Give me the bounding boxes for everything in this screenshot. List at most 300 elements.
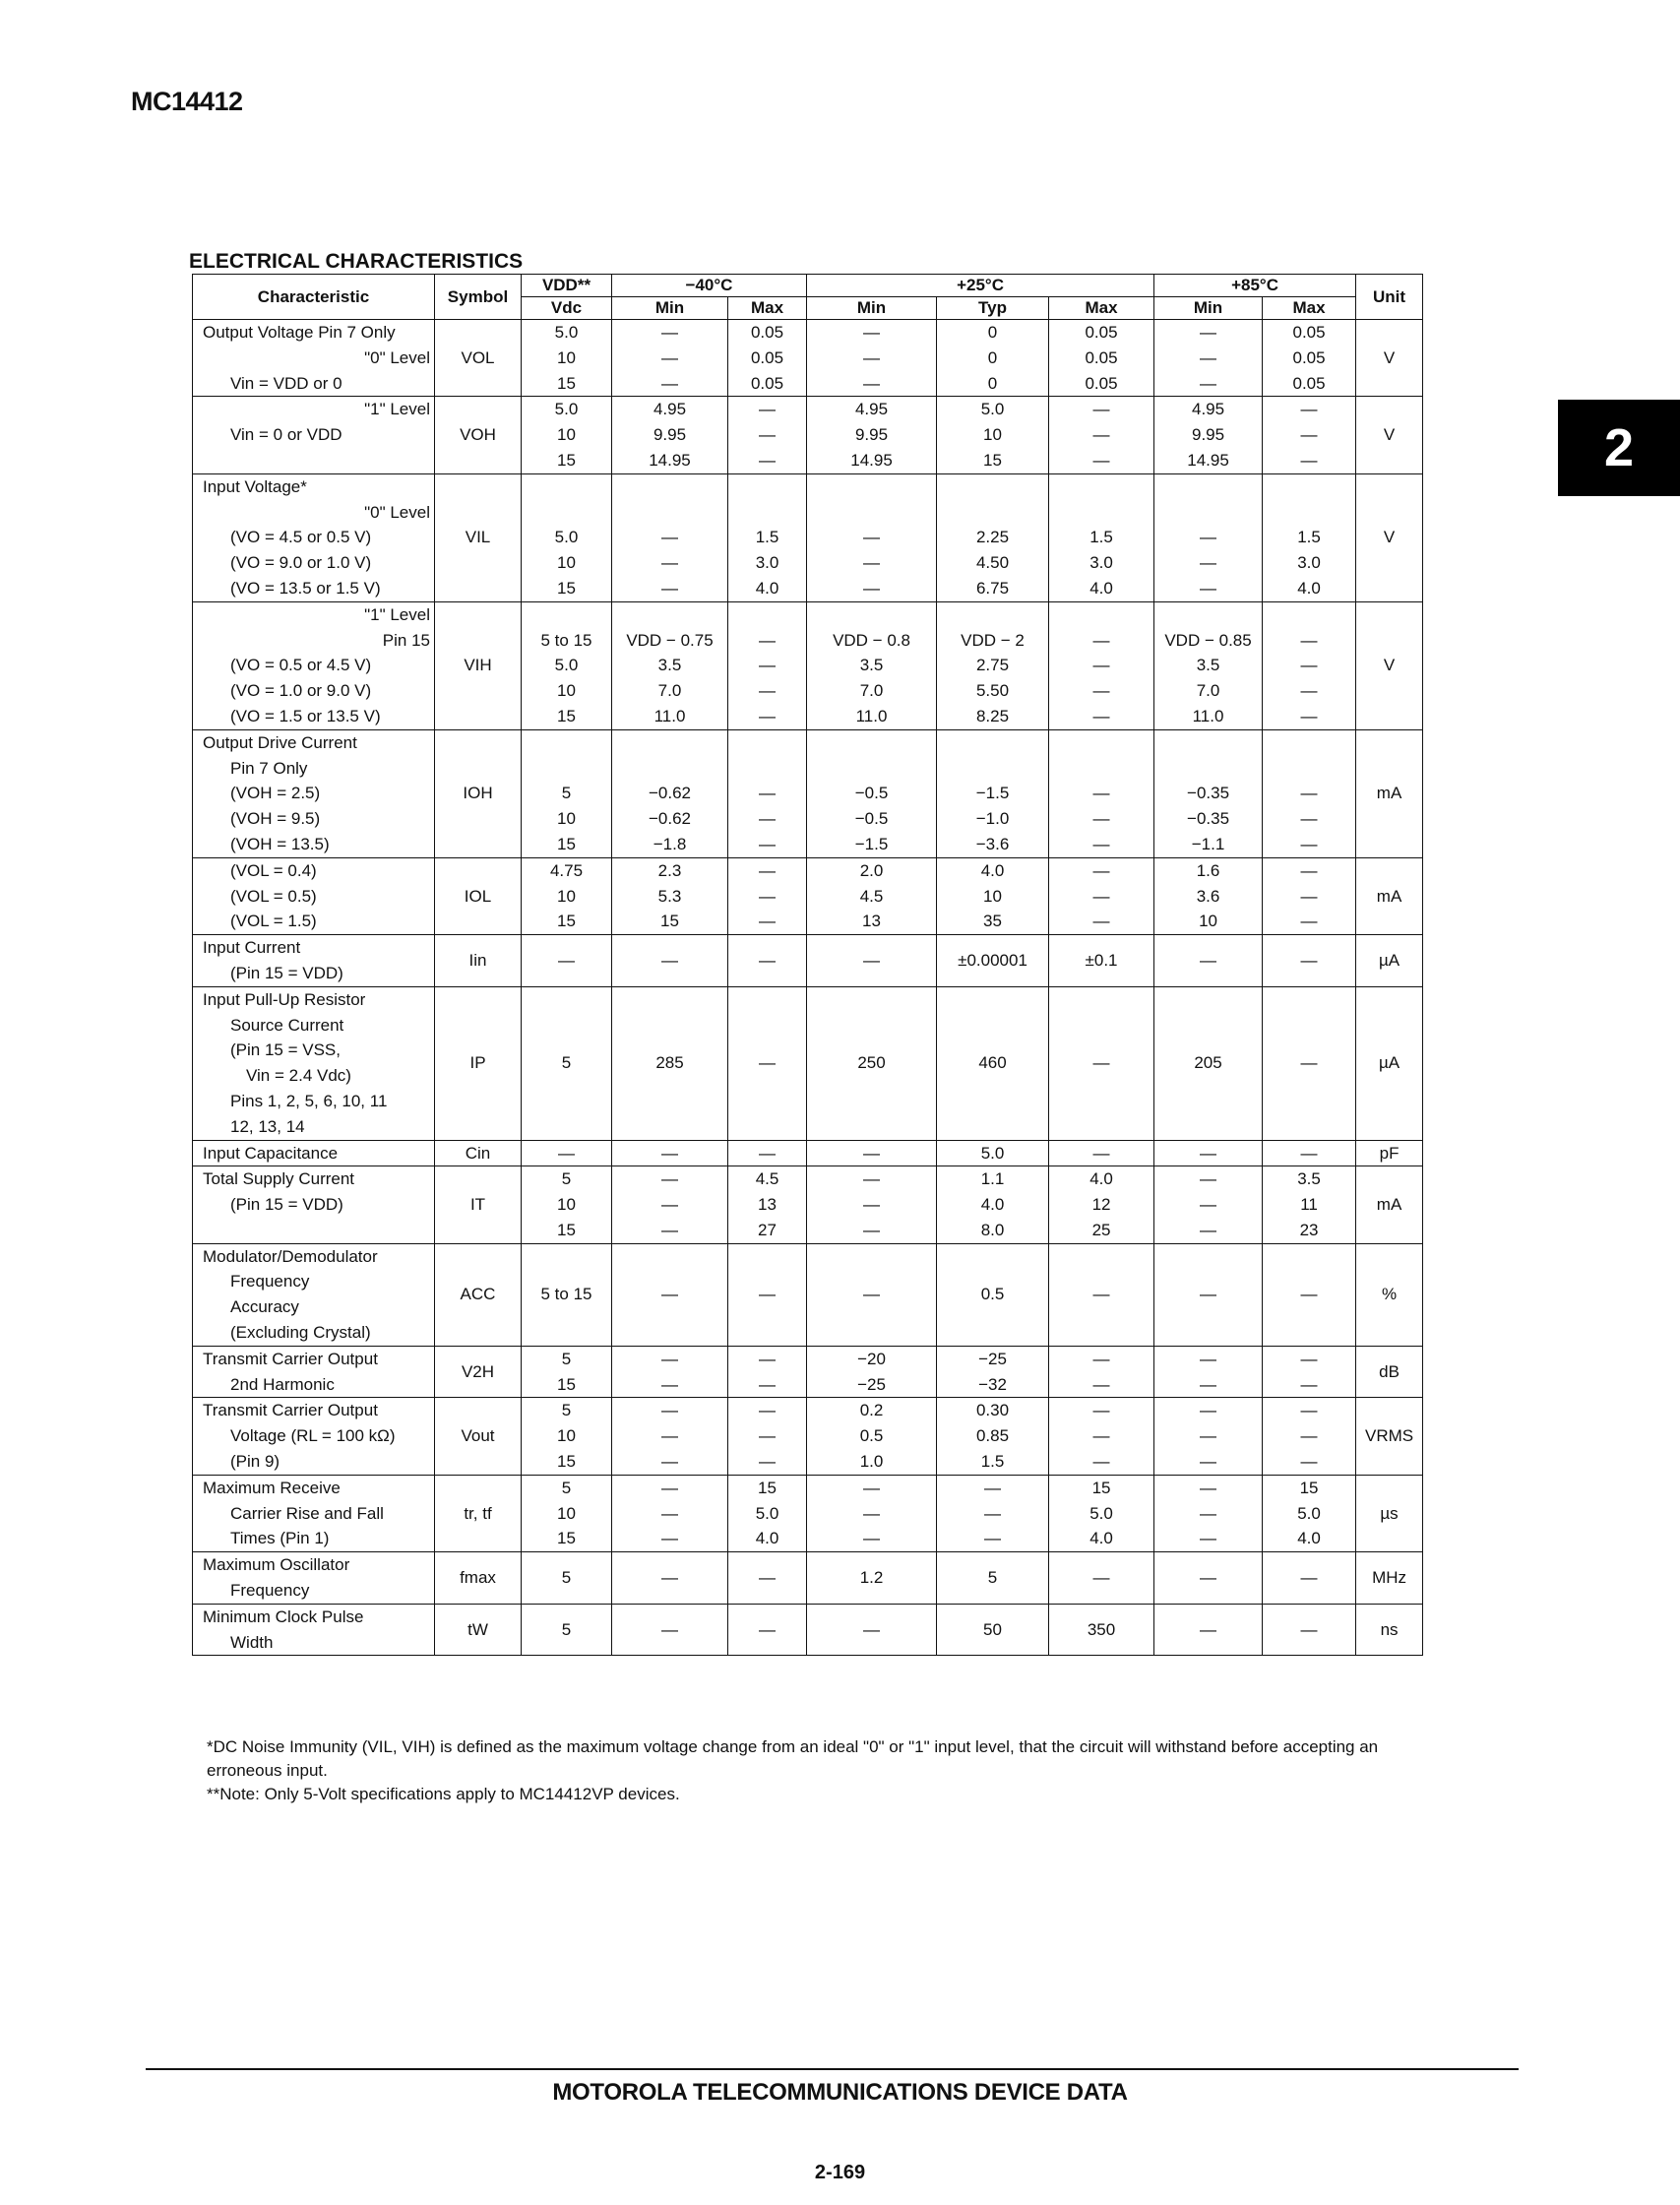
value: — [1200,1401,1217,1420]
value: — [1300,1426,1318,1446]
value-cell-t85-max [1263,397,1356,473]
value: — [759,1349,776,1368]
value [811,500,932,526]
value: 5.0 [980,400,1005,419]
characteristic-line: "0" Level [364,347,430,367]
value: −25 [857,1374,886,1394]
value-cell-m40-max [728,729,807,857]
value: 4.0 [1089,1169,1113,1189]
value: — [661,1143,678,1163]
value: — [1200,1426,1217,1446]
value-cell-vdd [522,1346,612,1398]
value: 15 [758,1478,777,1497]
value: VDD − 0.75 [626,630,714,650]
value-cell-m40-max [728,1140,807,1166]
characteristic-cell [193,1398,435,1475]
value: −25 [978,1349,1007,1368]
value: 9.95 [653,425,687,445]
characteristic-line: (VO = 4.5 or 0.5 V) [230,528,372,547]
value: 15 [557,1529,576,1548]
value-cell-t85-max: — [1263,935,1356,987]
value: 25 [1091,1220,1111,1239]
value: 5.0 [1297,1503,1321,1523]
value: 4.95 [1191,400,1225,419]
value [941,756,1044,782]
value: 5 [561,1349,572,1368]
value [1267,756,1351,782]
value: 0.05 [1292,347,1326,367]
value-cell-vdd: 5 [522,1604,612,1656]
table-row [193,601,1423,729]
value: 4.5 [755,1169,779,1189]
value: — [661,1452,678,1472]
value: 15 [557,1452,576,1472]
value-cell-t25-typ [937,1346,1049,1398]
value-cell-t25-max [1049,1346,1154,1398]
unit-cell: mA [1356,857,1423,934]
value: 5.0 [554,656,579,675]
characteristic-line: (VOL = 1.5) [230,912,317,931]
value-cell-t25-typ [937,1475,1049,1551]
characteristic-line [203,448,430,473]
value-cell-t85-max: — [1263,1243,1356,1346]
table-row [193,320,1423,397]
value [526,730,607,756]
value-cell-m40-min [612,397,728,473]
value-cell-vdd: — [522,935,612,987]
characteristic-line: Minimum Clock Pulse [203,1606,364,1626]
value: 10 [557,1503,576,1523]
value [1053,474,1150,500]
value-cell-m40-min: 285 [612,986,728,1140]
characteristic-line: Frequency [230,1272,310,1292]
value-cell-t25-typ [937,601,1049,729]
value: 4.75 [549,860,584,880]
value-cell-t25-max [1049,1398,1154,1475]
electrical-characteristics-table [192,274,1423,1656]
value: — [759,681,776,701]
unit-cell: dB [1356,1346,1423,1398]
characteristic-line: (VO = 0.5 or 4.5 V) [230,656,372,675]
value-cell-t85-min [1154,397,1263,473]
characteristic-line: (Pin 15 = VDD) [230,963,343,982]
value-cell-t85-max [1263,320,1356,397]
characteristic-cell [193,857,435,934]
value-cell-t85-min [1154,729,1263,857]
characteristic-cell [193,601,435,729]
value: 2.0 [859,860,884,880]
value-cell-t85-max [1263,601,1356,729]
value [526,474,607,500]
value: 1.5 [755,528,779,547]
value: 14.95 [649,450,691,470]
value-cell-vdd [522,601,612,729]
characteristic-line: Modulator/Demodulator [203,1246,378,1266]
value: 0.85 [975,1426,1010,1446]
header-minus40c: −40°C [612,275,807,297]
value: — [661,553,678,573]
value-cell-t25-typ [937,729,1049,857]
value: 4.50 [975,553,1010,573]
value: — [759,1143,776,1163]
value: — [661,1169,678,1189]
value-cell-t25-typ: 5 [937,1552,1049,1605]
value: 3.6 [1196,886,1220,906]
value-cell-t85-max: — [1263,1604,1356,1656]
value-cell-m40-max [728,857,807,934]
value: 10 [557,886,576,906]
value: — [863,323,881,342]
value-cell-t25-typ [937,320,1049,397]
value-cell-m40-max [728,1398,807,1475]
value: — [863,1220,881,1239]
value-cell-t25-typ [937,397,1049,473]
value: 23 [1299,1220,1319,1239]
value: — [1092,1143,1110,1163]
characteristic-line: Width [230,1632,274,1652]
value-cell-m40-min [612,1166,728,1243]
value: 1.5 [980,1452,1005,1472]
value: 13 [862,912,881,931]
value: 27 [758,1220,777,1239]
value: — [1200,1143,1217,1163]
value-cell-m40-max [728,1166,807,1243]
value: 1.5 [1297,528,1321,547]
value-cell-t25-max: — [1049,986,1154,1140]
value: 4.95 [653,400,687,419]
value-cell-t25-max [1049,857,1154,934]
value-cell-t25-typ: 0.5 [937,1243,1049,1346]
value: −1.5 [854,834,889,853]
characteristic-line: "1" Level [364,400,430,419]
value: 14.95 [1187,450,1229,470]
characteristic-line: Output Drive Current [203,732,357,752]
value: 5 [561,1169,572,1189]
header-minus40-min: Min [612,297,728,320]
unit-cell: mA [1356,1166,1423,1243]
unit-cell: V [1356,601,1423,729]
unit-cell: ns [1356,1604,1423,1656]
characteristic-line: Maximum Oscillator [203,1555,350,1575]
value: — [1300,860,1318,880]
value: — [1300,1349,1318,1368]
value [1158,602,1258,628]
value-cell-vdd [522,729,612,857]
value: — [1200,1503,1217,1523]
value: — [1092,1349,1110,1368]
symbol-cell: IT [435,1166,522,1243]
value: — [1092,784,1110,803]
value: — [1092,809,1110,829]
value-cell-t25-max [1049,601,1154,729]
value-cell-t85-min [1154,1140,1263,1166]
value-cell-t85-min [1154,1166,1263,1243]
table-row [193,473,1423,601]
value [811,602,932,628]
value: 11 [1300,1195,1318,1215]
value-cell-vdd [522,1475,612,1551]
value-cell-m40-min [612,1140,728,1166]
characteristic-line: (VO = 9.0 or 1.0 V) [230,553,372,573]
value: 0.05 [1085,373,1118,393]
value: — [759,630,776,650]
value: −20 [857,1349,886,1368]
value: 15 [557,450,576,470]
symbol-cell: Cin [435,1140,522,1166]
value-cell-t85-max [1263,857,1356,934]
value-cell-m40-max [728,1475,807,1551]
value: 4.0 [755,1529,779,1548]
value: — [1092,681,1110,701]
value: 1.5 [1089,528,1113,547]
characteristic-cell [193,729,435,857]
characteristic-cell [193,986,435,1140]
value: 4.0 [1297,578,1321,598]
value: — [1200,373,1217,393]
symbol-cell: V2H [435,1346,522,1398]
value: — [1200,553,1217,573]
value: 10 [983,886,1002,906]
value: 6.75 [975,578,1010,598]
value: 1.1 [980,1169,1005,1189]
value: 11.0 [855,706,888,725]
value: 4.0 [1297,1529,1321,1548]
value: 0.30 [975,1401,1010,1420]
value-cell-m40-max [728,397,807,473]
value: — [661,1349,678,1368]
characteristic-line: (VO = 13.5 or 1.5 V) [230,578,381,598]
value: 0.5 [859,1426,884,1446]
value-cell-m40-min: — [612,1604,728,1656]
value: — [1300,450,1318,470]
table-row [193,986,1423,1140]
value: — [1092,886,1110,906]
characteristic-line: (Pin 15 = VDD) [230,1195,343,1215]
characteristic-cell [193,1552,435,1605]
header-85c: +85°C [1154,275,1356,297]
characteristic-cell [193,1604,435,1656]
characteristic-line: 12, 13, 14 [230,1116,305,1136]
value-cell-t85-min [1154,857,1263,934]
symbol-cell: fmax [435,1552,522,1605]
characteristic-line: (VOH = 9.5) [230,809,321,829]
value: 10 [557,425,576,445]
header-unit: Unit [1356,275,1423,320]
value: 7.0 [657,681,682,701]
characteristic-line: (VOH = 2.5) [230,784,321,803]
value-cell-m40-min [612,473,728,601]
value: — [759,1426,776,1446]
value-cell-m40-max: — [728,1552,807,1605]
value: — [1092,630,1110,650]
value: 10 [557,347,576,367]
value-cell-t25-typ [937,473,1049,601]
value: 9.95 [1191,425,1225,445]
value: 14.95 [850,450,893,470]
value: 5 [561,1401,572,1420]
value-cell-t25-min [807,1346,937,1398]
value-cell-m40-max: — [728,986,807,1140]
value: 5.3 [657,886,682,906]
value: 5.0 [554,323,579,342]
characteristic-line: Input Capacitance [203,1143,339,1163]
value [811,756,932,782]
characteristic-line: Input Voltage* [203,476,307,496]
value-cell-t25-min [807,1166,937,1243]
value: — [1300,656,1318,675]
characteristic-line: Pin 7 Only [230,758,308,778]
characteristic-line: Transmit Carrier Output [203,1401,378,1420]
value: 5 [561,784,572,803]
value: — [863,1503,881,1523]
value: 10 [557,553,576,573]
value: 4.0 [755,578,779,598]
value: 0.05 [1085,347,1118,367]
value: 35 [983,912,1002,931]
value [1053,730,1150,756]
table-row [193,1475,1423,1551]
value: −32 [978,1374,1007,1394]
value-cell-t25-min [807,1475,937,1551]
value-cell-t25-typ [937,1140,1049,1166]
characteristic-line: Output Voltage Pin 7 Only [203,323,396,342]
value: 15 [557,834,576,853]
value: 5.0 [554,528,579,547]
characteristic-cell [193,1166,435,1243]
value-cell-t85-min [1154,1475,1263,1551]
characteristic-line: (Excluding Crystal) [230,1323,371,1343]
characteristic-line: Vin = 2.4 Vdc) [246,1066,351,1086]
unit-cell: µA [1356,986,1423,1140]
value-cell-t85-max [1263,473,1356,601]
table-row [193,935,1423,987]
value-cell-t25-min: 1.2 [807,1552,937,1605]
value-cell-t85-max [1263,1166,1356,1243]
value: −1.8 [653,834,687,853]
value: 0 [987,347,998,367]
value-cell-t25-min: — [807,1604,937,1656]
value: −0.5 [854,809,889,829]
value [1267,474,1351,500]
value: 2.25 [975,528,1010,547]
value-cell-t25-typ [937,857,1049,934]
value: — [661,528,678,547]
value [732,500,802,526]
section-title: ELECTRICAL CHARACTERISTICS [189,250,524,273]
value: — [759,784,776,803]
characteristic-cell [193,1475,435,1551]
value: — [661,323,678,342]
value-cell-t85-max: — [1263,986,1356,1140]
value: — [1300,1374,1318,1394]
value: 4.0 [980,860,1005,880]
value-cell-t25-max [1049,397,1154,473]
value: — [1300,1143,1318,1163]
value: 2.75 [975,656,1010,675]
value-cell-m40-min [612,601,728,729]
value: 4.0 [980,1195,1005,1215]
header-vdd-unit: Vdc [522,297,612,320]
footnote-5v-note: **Note: Only 5-Volt specifications apply to MC14412VP devices. [207,1785,680,1803]
value: — [1300,784,1318,803]
value: 0.05 [750,347,784,367]
value [1053,500,1150,526]
value: — [1092,1401,1110,1420]
value [811,730,932,756]
page-number: 2-169 [814,2162,866,2183]
value-cell-vdd: 5 [522,1552,612,1605]
value: 5.0 [755,1503,779,1523]
value: 4.95 [854,400,889,419]
value-cell-t25-max: ±0.1 [1049,935,1154,987]
value-cell-t85-max [1263,1475,1356,1551]
value-cell-vdd [522,1140,612,1166]
part-number: MC14412 [131,87,243,116]
value-cell-m40-max: — [728,1243,807,1346]
value: — [1200,1478,1217,1497]
value: 9.95 [854,425,889,445]
value: 5.0 [554,400,579,419]
symbol-cell: Vout [435,1398,522,1475]
value: 8.25 [975,706,1010,725]
value: 3.0 [755,553,779,573]
value: — [1300,1452,1318,1472]
value-cell-t85-min: — [1154,935,1263,987]
value: — [1300,706,1318,725]
symbol-cell: VIL [435,473,522,601]
value: — [661,1426,678,1446]
value: 7.0 [859,681,884,701]
value: — [1200,323,1217,342]
value-cell-t25-typ [937,1166,1049,1243]
value-cell-t85-min [1154,473,1263,601]
value [941,474,1044,500]
value [526,500,607,526]
value-cell-t25-min: — [807,1243,937,1346]
value: — [863,1169,881,1189]
value: — [1200,347,1217,367]
value: — [1200,1349,1217,1368]
value: — [661,347,678,367]
value: 0.05 [1292,373,1326,393]
value: — [1300,886,1318,906]
value-cell-t25-min [807,1398,937,1475]
value: — [1200,1195,1217,1215]
symbol-cell: ACC [435,1243,522,1346]
value-cell-t25-max [1049,320,1154,397]
table-row [193,1140,1423,1166]
value-cell-t25-min [807,473,937,601]
value-cell-vdd [522,1398,612,1475]
value: 15 [557,706,576,725]
value-cell-t25-max [1049,1140,1154,1166]
value: 3.5 [1196,656,1220,675]
value-cell-m40-max [728,473,807,601]
characteristic-line: Pins 1, 2, 5, 6, 10, 11 [230,1091,388,1110]
unit-cell: mA [1356,729,1423,857]
characteristic-line: Accuracy [230,1297,299,1317]
value [1158,730,1258,756]
value: 15 [660,912,679,931]
characteristic-line: (VOH = 13.5) [230,834,330,853]
value-cell-m40-min: — [612,1552,728,1605]
value-cell-t85-min: — [1154,1552,1263,1605]
value: — [1200,1529,1217,1548]
value: 15 [557,1374,576,1394]
characteristic-line: 2nd Harmonic [230,1374,335,1394]
value: 0.05 [1292,323,1326,342]
value: 15 [557,373,576,393]
